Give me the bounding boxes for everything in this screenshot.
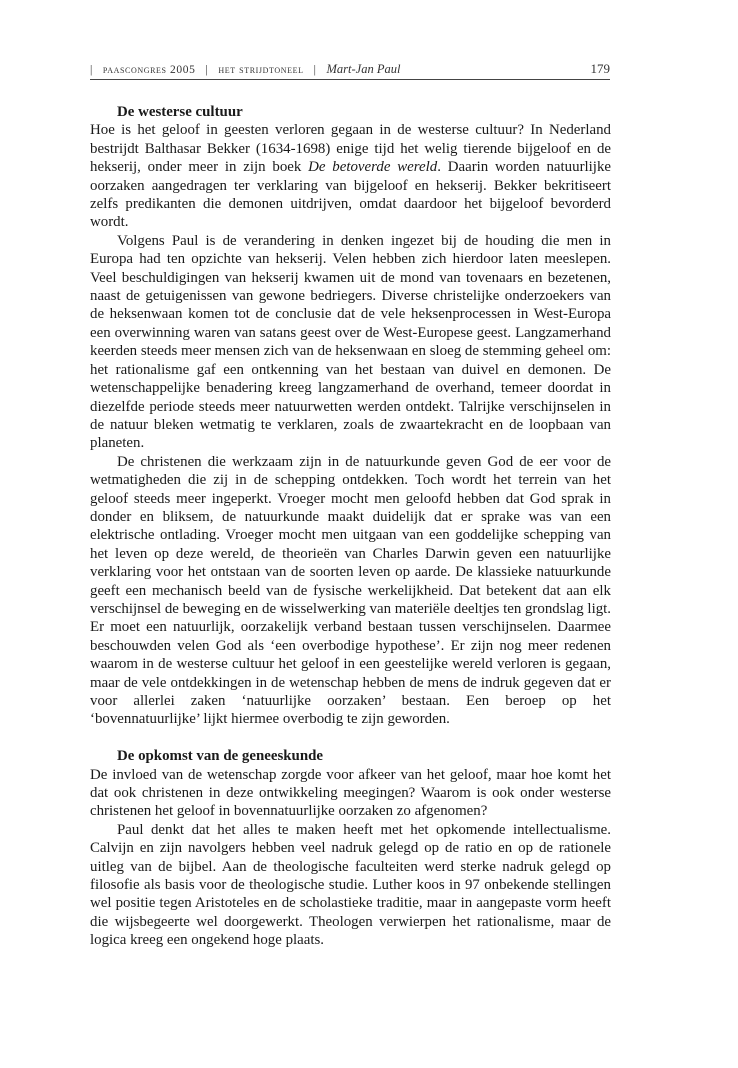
book-title: paascongres 2005 <box>102 64 196 76</box>
author-name: Mart-Jan Paul <box>326 62 401 76</box>
running-head-left <box>90 62 400 77</box>
page-number: 179 <box>590 61 610 76</box>
pipe-separator: | <box>205 64 209 76</box>
section-title: het strijdtoneel <box>218 64 304 76</box>
page-body <box>90 103 611 950</box>
running-head <box>90 61 610 77</box>
section-heading: De opkomst van de geneeskunde <box>117 748 324 765</box>
paragraph: De invloed van de wetenschap zorgde voor afkeer van het geloof, maar hoe komt het dat ook christenen in deze ontwikkeling meegingen? Waarom is ook onder westerse christenen het geloof in bovennatuurlijke oorzaken zo afgenomen? <box>90 766 611 820</box>
paragraph: Volgens Paul is de verandering in denken ingezet bij de houding die men in Europa had ten opzichte van hekserij. Velen hebben zich hierdoor laten meeslepen. Veel beschuldigingen van hekserij kwamen uit de mond van tovenaars en bezetenen, naast de getuigenissen van gewone bedriegers. Diverse christelijke onderzoekers van de heksenwaan komen tot de conclusie dat de vele heksenprocessen in West-Europa een overwinning waren van satans geest over de West-Europese geest. Langzamerhand keerden steeds meer mensen zich van de heksenwaan en sloeg de stemming geheel om: het rationalisme gaf een ontkenning van het bestaan van duivel en demonen. De wetenschappelijke benadering kreeg langzamerhand de overhand, temeer doordat in diezelfde periode steeds meer natuurwetten werden ontdekt. Talrijke verschijnselen in de natuur bleken wetmatig te verklaren, zoals de zwaartekracht en de loopbaan van planeten. <box>90 232 611 452</box>
pipe-separator: | <box>90 64 93 76</box>
paragraph: Paul denkt dat het alles te maken heeft met het opkomende intellectualisme. Calvijn en zijn navolgers hebben veel nadruk gelegd op de ratio en op de rationele uitleg van de bijbel. Aan de theologische faculteiten werd sterke nadruk gelegd op filosofie als basis voor de theologische studie. Luther koos in 97 onbekende stellingen wel positie tegen Aristoteles en de scholastieke traditie, maar in aangepaste vorm heeft die wijsbegeerte wel doorgewerkt. Theologen verwierpen het rationalisme, maar de logica kreeg een ongekend hoge plaats. <box>90 821 611 949</box>
book-title-italic: De betoverde wereld <box>308 159 438 176</box>
paragraph: Hoe is het geloof in geesten verloren gegaan in de westerse cultuur? In Nederland bestrijdt Balthasar Bekker (1634-1698) enige tijd het welig tierende bijgeloof en de hekserij, onder meer in zijn boek De betoverde wereld. Daarin worden natuurlijke oorzaken aangedragen ter verklaring van bijgeloof en hekserij. Bekker bekritiseert zelfs predikanten die demonen uitdrijven, omdat daardoor het bijgeloof bevorderd wordt. <box>90 122 611 231</box>
pipe-separator: | <box>313 64 317 76</box>
section-heading: De westerse cultuur <box>117 104 243 120</box>
paragraph: De christenen die werkzaam zijn in de natuurkunde geven God de eer voor de wetmatigheden die zij in de schepping ontdekken. Toch wordt het terrein van het geloof steeds meer ingeperkt. Vroeger mocht men geloofd hebben dat God sprak in donder en bliksem, de natuurkunde maakt duidelijk dat er sprake was van een elektrische ontlading. Vroeger mocht men uitgaan van een goddelijke schepping van het leven op deze wereld, de theorieën van Charles Darwin geven een natuurlijke verklaring voor het ontstaan van de soorten leven op aarde. De klassieke natuurkunde geeft een mechanisch beeld van de fysische werkelijkheid. Dat betekent dat aan elk verschijnsel de beweging en de wisselwerking van materiële deeltjes ten grondslag ligt. Er moet een natuurlijk, oorzakelijk verband bestaan tussen verschijnselen. Daarmee beschouwden velen God als ‘een overbodige hypothese’. Er zijn nog meer redenen waarom in de westerse cultuur het geloof in een geestelijke wereld verloren is gegaan, maar de vele ontdekkingen in de wetenschap hebben de mens de indruk gegeven dat er voor allerlei zaken ‘natuurlijke oorzaken’ bestaan. Een beroep op het ‘bovennatuurlijke’ lijkt hiermee overbodig te zijn geworden. <box>90 453 612 728</box>
header-rule <box>90 79 610 80</box>
